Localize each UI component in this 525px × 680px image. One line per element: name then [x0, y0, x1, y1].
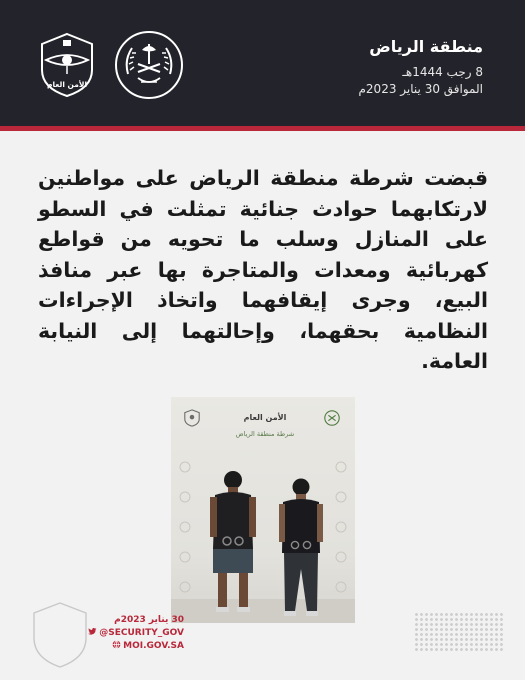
header-banner — [0, 0, 525, 126]
public-security-emblem-icon — [32, 30, 102, 100]
header-text-block — [253, 36, 483, 98]
website-link[interactable]: MOI.GOV.SA — [123, 641, 184, 651]
footer-lines — [66, 614, 184, 653]
twitter-handle[interactable]: @SECURITY_GOV — [99, 628, 184, 638]
public-security-emblem-text: الأمن العام — [46, 80, 88, 89]
footer-contact — [30, 600, 190, 670]
twitter-icon — [88, 627, 97, 636]
region-title: منطقة الرياض — [369, 37, 483, 56]
footer-date: 30 يناير 2023م — [114, 615, 184, 625]
wall-sign-subtitle: شرطة منطقة الرياض — [235, 430, 295, 438]
decorative-dot-pattern — [414, 612, 504, 652]
photo-floor — [171, 599, 355, 623]
person-left — [207, 469, 259, 619]
globe-icon — [112, 640, 121, 649]
header-accent-stripe — [0, 126, 525, 131]
website-row[interactable] — [66, 640, 184, 653]
wall-emblem-icon — [323, 409, 341, 427]
announcement-text: قبضت شرطة منطقة الرياض على مواطنين لارتكابهما حوادث جنائية تمثلت في السطو على المنازل وسلب ما تحويه من قواطع كهربائية ومعدات والمتاجرة بها عبر منافذ البيع، وجرى إيقافهما واتخاذ الإجراءات النظامية بحقهما، وإحالتهما إلى النيابة العامة. — [38, 166, 488, 373]
wall-sign-title: الأمن العام — [243, 413, 287, 422]
moi-emblem-icon — [114, 30, 184, 100]
person-right — [277, 477, 325, 621]
wall-emblem-icon — [183, 409, 201, 427]
arrest-photo — [171, 397, 355, 623]
twitter-handle-row[interactable] — [66, 627, 184, 640]
hijri-date: 8 رجب 1444هـ — [402, 65, 483, 79]
gregorian-date: الموافق 30 يناير 2023م — [358, 82, 483, 96]
wall-pattern — [171, 457, 355, 599]
